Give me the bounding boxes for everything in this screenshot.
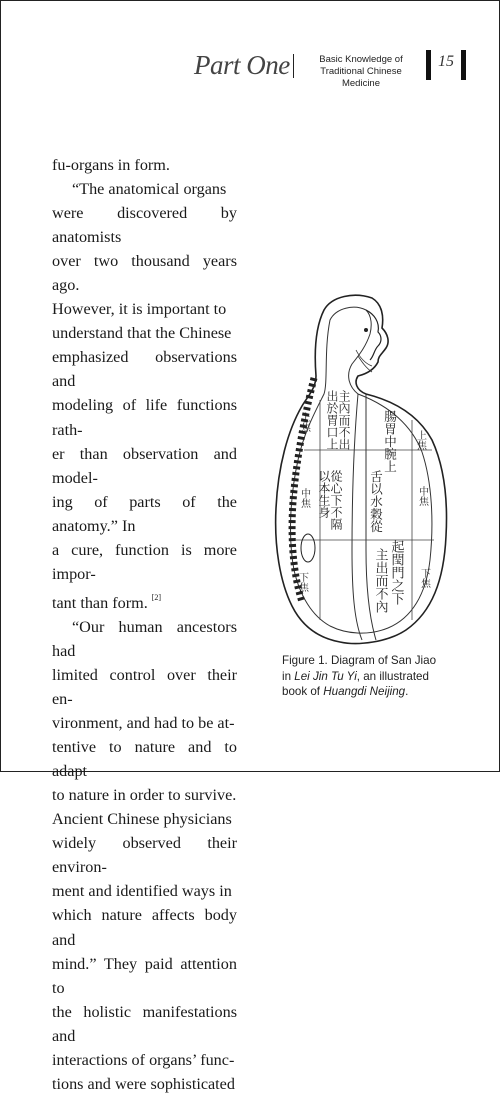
label-upper-left: 上焦 bbox=[298, 412, 310, 432]
body-line: tentive to nature and to adapt bbox=[52, 738, 237, 781]
header-bar-right bbox=[461, 50, 466, 80]
body-line: the holistic manifestations and bbox=[52, 1002, 237, 1045]
label-upper-right: 上焦 bbox=[414, 430, 426, 450]
body-line: er than observation and model- bbox=[52, 444, 237, 487]
calligraphy-col-4: 舌以水穀從 bbox=[368, 470, 384, 533]
body-line: “Our human ancestors had bbox=[52, 617, 237, 660]
body-line: mind.” They paid attention to bbox=[52, 954, 237, 997]
caption-text: , an illustrated bbox=[356, 669, 429, 683]
body-line: modeling of life functions rath- bbox=[52, 396, 237, 439]
body-line: interactions of organs’ func- bbox=[52, 1050, 235, 1069]
eye-mark bbox=[364, 328, 368, 332]
body-text bbox=[52, 153, 237, 1096]
calligraphy-col-3: 腸胃中腕上 bbox=[382, 410, 398, 473]
calligraphy-col-5: 起閠門之下 bbox=[388, 540, 404, 605]
central-tube bbox=[352, 394, 362, 640]
label-low-right: 下焦 bbox=[418, 568, 430, 588]
header-subtitle bbox=[301, 54, 421, 90]
body-line: widely observed their environ- bbox=[52, 834, 237, 877]
body-line: to nature in order to survive. bbox=[52, 786, 237, 805]
body-line: understand that the Chinese bbox=[52, 324, 232, 343]
body-line: tant than form. bbox=[52, 593, 148, 612]
calligraphy-col-1b: 主內而不出 bbox=[337, 390, 351, 450]
footnote-marker[interactable]: [2] bbox=[151, 592, 162, 602]
body-line: ment and identified ways in bbox=[52, 882, 232, 901]
calligraphy-col-5b: 主出而不內 bbox=[372, 548, 388, 613]
caption-line-3 bbox=[282, 684, 482, 700]
body-line: Ancient Chinese physicians bbox=[52, 810, 232, 829]
lower-oval bbox=[301, 534, 315, 562]
subtitle-line-2: Traditional Chinese Medicine bbox=[320, 66, 402, 89]
body-line: However, it is important to bbox=[52, 300, 227, 319]
label-low-left: 下焦 bbox=[296, 572, 308, 592]
beard-lines bbox=[356, 350, 372, 372]
figure-caption bbox=[282, 653, 482, 700]
calligraphy-col-2b: 以本生身 bbox=[317, 470, 331, 518]
label-mid-left: 中焦 bbox=[298, 488, 310, 508]
body-line: limited control over their en- bbox=[52, 665, 237, 709]
inner-outline bbox=[291, 307, 432, 633]
label-mid-right: 中焦 bbox=[416, 486, 428, 506]
subtitle-line-1: Basic Knowledge of bbox=[319, 54, 403, 65]
body-line: were discovered by anatomists bbox=[52, 204, 237, 247]
san-jiao-illustration bbox=[262, 290, 472, 652]
face-profile bbox=[366, 310, 381, 360]
caption-line-1: Figure 1. Diagram of San Jiao bbox=[282, 654, 437, 667]
running-header bbox=[190, 50, 480, 89]
body-line: ing of parts of the anatomy.” In bbox=[52, 492, 237, 535]
body-line: over two thousand years ago. bbox=[52, 252, 237, 295]
caption-text: . bbox=[405, 685, 409, 698]
calligraphy-col-2: 從心下不隔 bbox=[329, 470, 343, 530]
caption-source-title: Huangdi Neijing bbox=[323, 685, 406, 698]
part-title: Part One bbox=[194, 50, 290, 80]
body-line: which nature affects body and bbox=[52, 906, 237, 949]
body-line-with-footnote bbox=[52, 586, 237, 615]
caption-book-title: Lei Jin Tu Yi bbox=[294, 669, 357, 683]
body-line: a cure, function is more impor- bbox=[52, 540, 237, 583]
body-line: “The anatomical organs bbox=[72, 180, 227, 199]
caption-line-2 bbox=[282, 669, 482, 685]
header-divider bbox=[293, 54, 294, 78]
caption-text: book of bbox=[282, 685, 324, 698]
body-line: tions and were sophisticated bbox=[52, 1074, 235, 1093]
san-jiao-figure bbox=[262, 290, 472, 652]
body-line: vironment, and had to be at- bbox=[52, 714, 235, 733]
header-bar-left bbox=[426, 50, 431, 80]
body-line: fu-organs in form. bbox=[52, 156, 170, 174]
caption-text: in bbox=[282, 669, 295, 683]
calligraphy-col-1: 出於胃口上 bbox=[325, 390, 339, 450]
page-number: 15 bbox=[438, 53, 454, 70]
body-line: emphasized observations and bbox=[52, 348, 237, 391]
